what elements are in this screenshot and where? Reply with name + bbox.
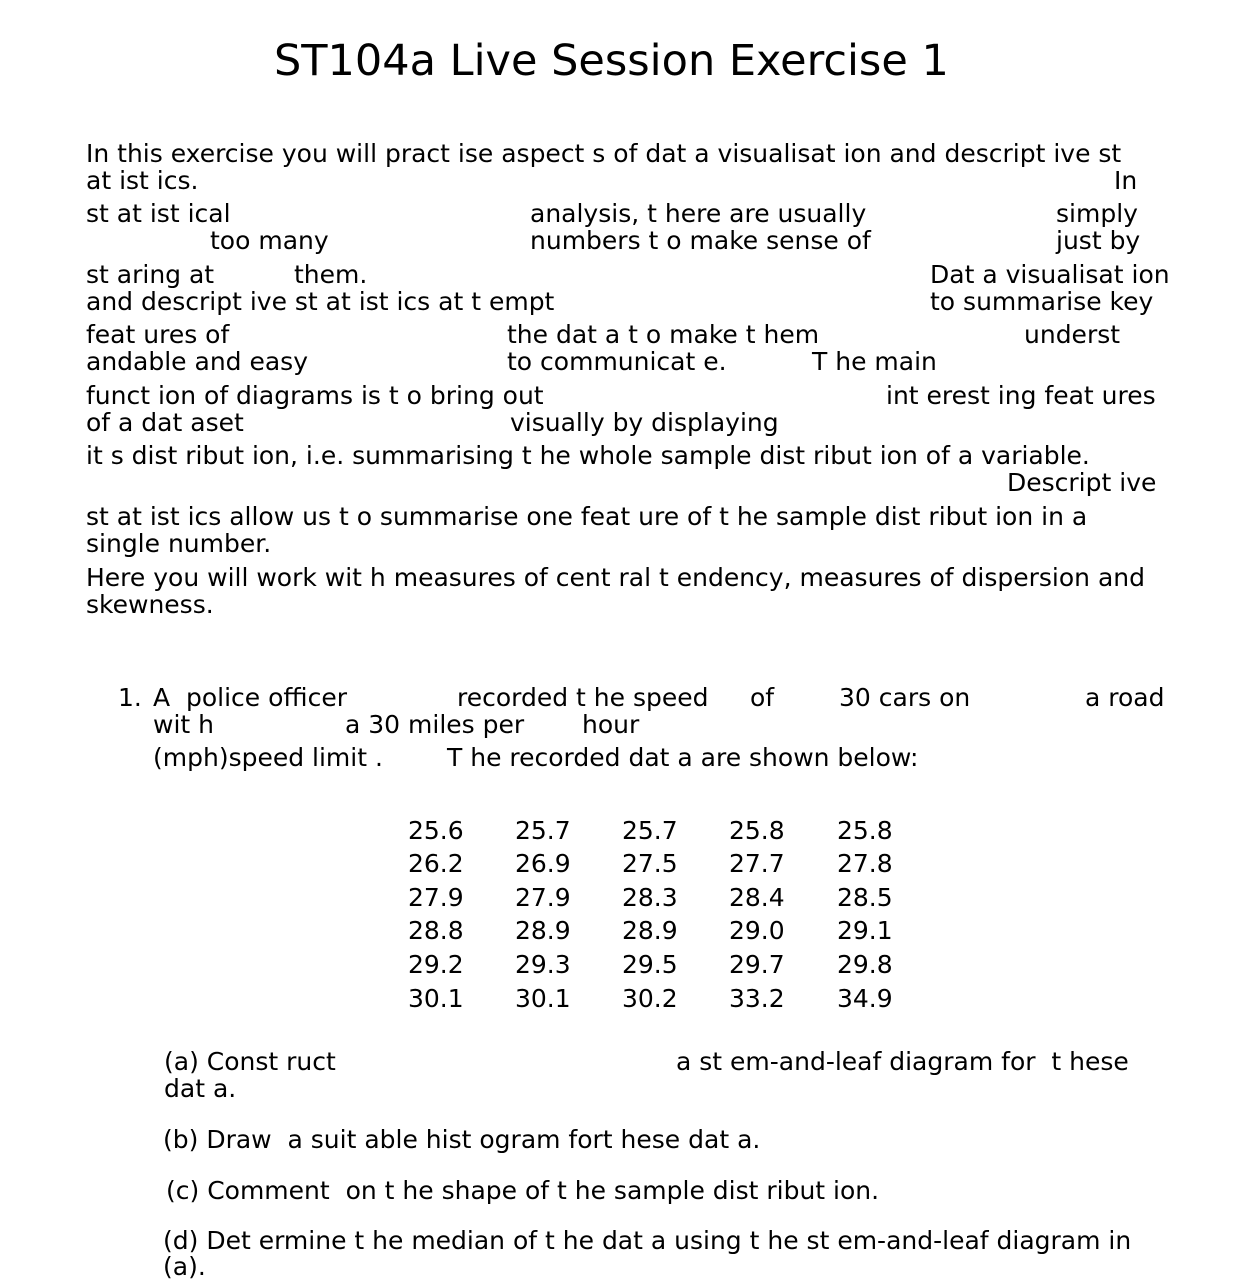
table-cell: 33.2 [729, 984, 785, 1013]
intro-fragment: visually by displaying [510, 408, 779, 437]
table-cell: 28.4 [729, 883, 785, 912]
intro-fragment: the dat a t o make t hem [507, 320, 820, 349]
intro-fragment: them. [294, 260, 368, 289]
intro-fragment: to summarise key [930, 287, 1154, 316]
table-cell: 30.1 [515, 984, 571, 1013]
intro-fragment: analysis, t here are usually [530, 199, 867, 228]
page-title: ST104a Live Session Exercise 1 [274, 36, 949, 86]
table-cell: 29.7 [729, 950, 785, 979]
intro-fragment: Dat a visualisat ion [930, 260, 1170, 289]
table-cell: 28.3 [622, 883, 678, 912]
table-cell: 30.2 [622, 984, 678, 1013]
question-fragment: wit h [153, 710, 214, 739]
question-fragment: hour [582, 710, 640, 739]
intro-line: In [1114, 166, 1138, 195]
table-cell: 26.9 [515, 849, 571, 878]
intro-fragment: numbers t o make sense of [530, 226, 871, 255]
intro-fragment: to communicat e. [507, 347, 727, 376]
table-cell: 29.3 [515, 950, 571, 979]
intro-fragment: of a dat aset [86, 408, 244, 437]
table-cell: 27.9 [515, 883, 571, 912]
intro-fragment: int erest ing feat ures [886, 381, 1156, 410]
intro-fragment: andable and easy [86, 347, 308, 376]
intro-fragment: st at ist ical [86, 199, 231, 228]
intro-fragment: underst [1024, 320, 1121, 349]
part-b: (b) Draw a suit able hist ogram fort hese dat a. [163, 1125, 761, 1154]
question-fragment: a road [1085, 683, 1165, 712]
part-d: (a). [163, 1252, 206, 1281]
question-fragment: 30 cars on [839, 683, 971, 712]
table-cell: 29.0 [729, 916, 785, 945]
table-cell: 25.8 [729, 816, 785, 845]
table-cell: 29.1 [837, 916, 893, 945]
table-cell: 27.9 [408, 883, 464, 912]
intro-fragment: just by [1056, 226, 1141, 255]
table-cell: 25.6 [408, 816, 464, 845]
table-cell: 28.8 [408, 916, 464, 945]
intro-line: st at ist ics allow us t o summarise one feat ure of t he sample dist ribut ion in a [86, 502, 1088, 531]
table-cell: 28.5 [837, 883, 893, 912]
intro-fragment: funct ion of diagrams is t o bring out [86, 381, 544, 410]
part-c: (c) Comment on t he shape of t he sample dist ribut ion. [166, 1176, 880, 1205]
part-a: (a) Const ruct [164, 1047, 336, 1076]
table-cell: 28.9 [622, 916, 678, 945]
table-cell: 34.9 [837, 984, 893, 1013]
part-d: (d) Det ermine t he median of t he dat a using t he st em-and-leaf diagram in [163, 1226, 1132, 1255]
table-cell: 25.8 [837, 816, 893, 845]
table-cell: 29.8 [837, 950, 893, 979]
question-fragment: A police officer [153, 683, 347, 712]
intro-line: In this exercise you will pract ise aspect s of dat a visualisat ion and descript ive st [86, 139, 1122, 168]
table-cell: 26.2 [408, 849, 464, 878]
table-cell: 27.8 [837, 849, 893, 878]
table-cell: 27.5 [622, 849, 678, 878]
table-cell: 25.7 [622, 816, 678, 845]
intro-line: single number. [86, 529, 272, 558]
intro-line: it s dist ribut ion, i.e. summarising t he whole sample dist ribut ion of a variable. [86, 441, 1090, 470]
intro-line: Here you will work wit h measures of cent ral t endency, measures of dispersion and [86, 563, 1145, 592]
table-cell: 29.2 [408, 950, 464, 979]
part-a: a st em-and-leaf diagram for t hese [676, 1047, 1129, 1076]
table-cell: 25.7 [515, 816, 571, 845]
part-a: dat a. [164, 1074, 237, 1103]
question-fragment: of [750, 683, 775, 712]
table-cell: 27.7 [729, 849, 785, 878]
intro-fragment: feat ures of [86, 320, 230, 349]
intro-fragment: and descript ive st at ist ics at t empt [86, 287, 555, 316]
table-cell: 29.5 [622, 950, 678, 979]
intro-fragment: st aring at [86, 260, 215, 289]
intro-line: at ist ics. [86, 166, 199, 195]
intro-fragment: T he main [812, 347, 937, 376]
intro-fragment: too many [210, 226, 329, 255]
question-fragment: T he recorded dat a are shown below: [447, 743, 919, 772]
question-fragment: a 30 miles per [345, 710, 525, 739]
intro-line: skewness. [86, 590, 214, 619]
question-number: 1. [118, 683, 142, 712]
question-fragment: (mph)speed limit . [153, 743, 383, 772]
question-fragment: recorded t he speed [457, 683, 709, 712]
table-cell: 28.9 [515, 916, 571, 945]
intro-fragment: simply [1056, 199, 1138, 228]
table-cell: 30.1 [408, 984, 464, 1013]
intro-line: Descript ive [1007, 468, 1157, 497]
